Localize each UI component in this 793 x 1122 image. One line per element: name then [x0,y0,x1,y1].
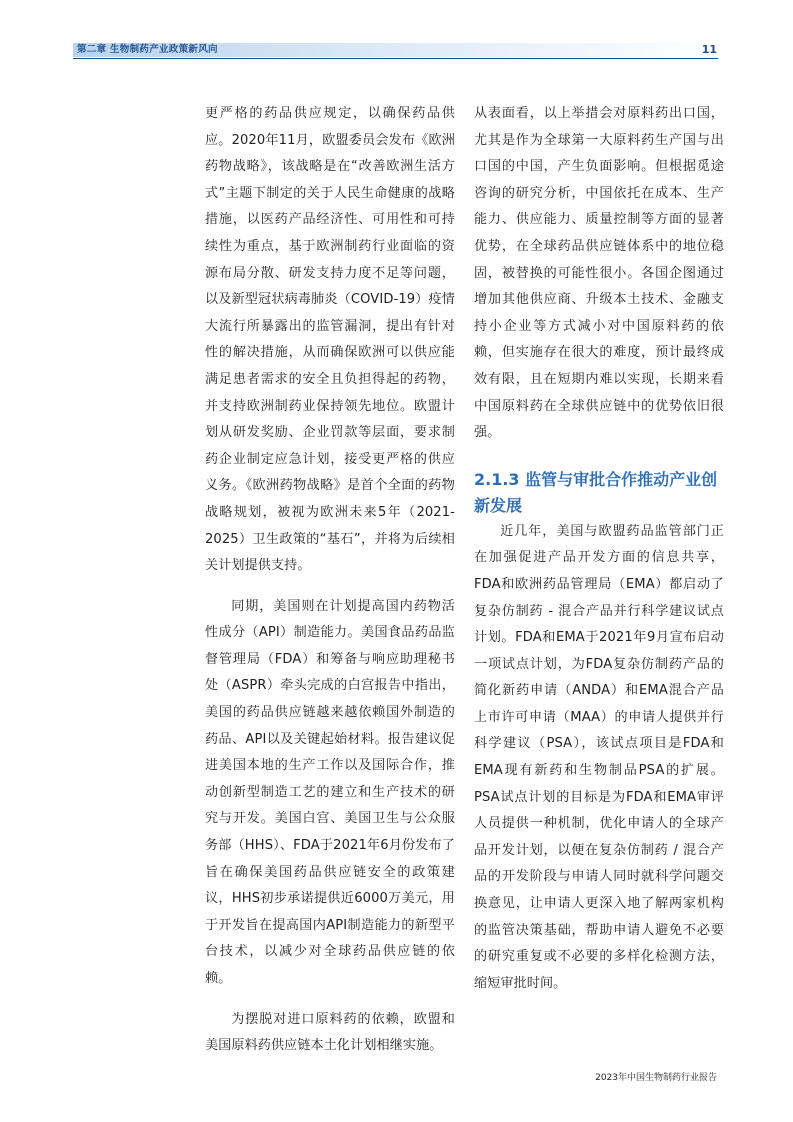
paragraph-china-impact: 从表面看，以上举措会对原料药出口国，尤其是作为全球第一大原料药生产国与出口国的中国，产生负面影响。但根据觅途咨询的研究分析，中国依托在成本、生产能力、供应能力、质量控制等方面的显著优势，在全球药品供应链体系中的地位稳固，被替换的可能性很小。各国企图通过增加其他供应商、升级本土技术、金融支持小企业等方式减小对中国原料药的依赖，但实施存在很大的难度，预计最终成效有限，且在短期内难以实现，长期来看中国原料药在全球供应链中的优势依旧很强。 [474,106,724,441]
paragraph-fda-ema: 近几年，美国与欧盟药品监管部门正在加强促进产品开发方面的信息共享，FDA和欧洲药品管理局（EMA）都启动了复杂仿制药 - 混合产品并行科学建议试点计划。FDA和EMA于2021年9月宣布启动一项试点计划，为FDA复杂仿制药产品的简化新药申请（ANDA）和EMA混合产品上市许可申请（MAA）的申请人提供并行科学建议（PSA），该试点项目是FDA和EMA现有新药和生物制品PSA的扩展。PSA试点计划的目标是为FDA和EMA审评人员提供一种机制，优化申请人的全球产品开发计划，以便在复杂仿制药 / 混合产品的开发阶段与申请人同时就科学问题交换意见，让申请人更深入地了解两家机构的监管决策基础，帮助申请人避免不必要的研究重复或不必要的多样化检测方法，缩短审批时间。 [474,523,724,991]
chapter-title: 第二章 生物制药产业政策新风向 [77,44,218,55]
left-column [205,101,455,1060]
paragraph-localization: 为摆脱对进口原料药的依赖，欧盟和美国原料药供应链本土化计划相继实施。 [205,1011,455,1054]
page-number: 11 [701,43,717,56]
footer-report-title: 2023年中国生物制药行业报告 [595,1073,717,1083]
header-rule [73,58,718,59]
right-column [474,101,724,997]
paragraph-eu-strategy: 更严格的药品供应规定，以确保药品供应。2020年11月，欧盟委员会发布《欧洲药物战略》，该战略是在“改善欧洲生活方式”主题下制定的关于人民生命健康的战略措施，以医药产品经济性、可用性和可持续性为重点，基于欧洲制药行业面临的资源布局分散、研发支持力度不足等问题，以及新型冠状病毒肺炎（COVID-19）疫情大流行所暴露出的监管漏洞，提出有针对性的解决措施，从而确保欧洲可以供应能满足患者需求的安全且负担得起的药物，并支持欧洲制药业保持领先地位。欧盟计划从研发奖励、企业罚款等层面，要求制药企业制定应急计划，接受更严格的供应义务。《欧洲药物战略》是首个全面的药物战略规划，被视为欧洲未来5年（2021-2025）卫生政策的“基石”，并将为后续相关计划提供支持。 [205,106,455,574]
paragraph-us-api: 同期，美国则在计划提高国内药物活性成分（API）制造能力。美国食品药品监督管理局（FDA）和筹备与响应助理秘书处（ASPR）牵头完成的白宫报告中指出，美国的药品供应链越来越依赖国外制造的药品、API以及关键起始材料。报告建议促进美国本地的生产工作以及国际合作，推动创新型制造工艺的建立和生产技术的研究与开发。美国白宫、美国卫生与公众服务部（HHS）、FDA于2021年6月份发布了旨在确保美国药品供应链安全的政策建议，HHS初步承诺提供近6000万美元，用于开发旨在提高国内API制造能力的新型平台技术，以减少对全球药品供应链的依赖。 [205,598,455,986]
section-heading: 2.1.3 监管与审批合作推动产业创新发展 [474,469,718,515]
